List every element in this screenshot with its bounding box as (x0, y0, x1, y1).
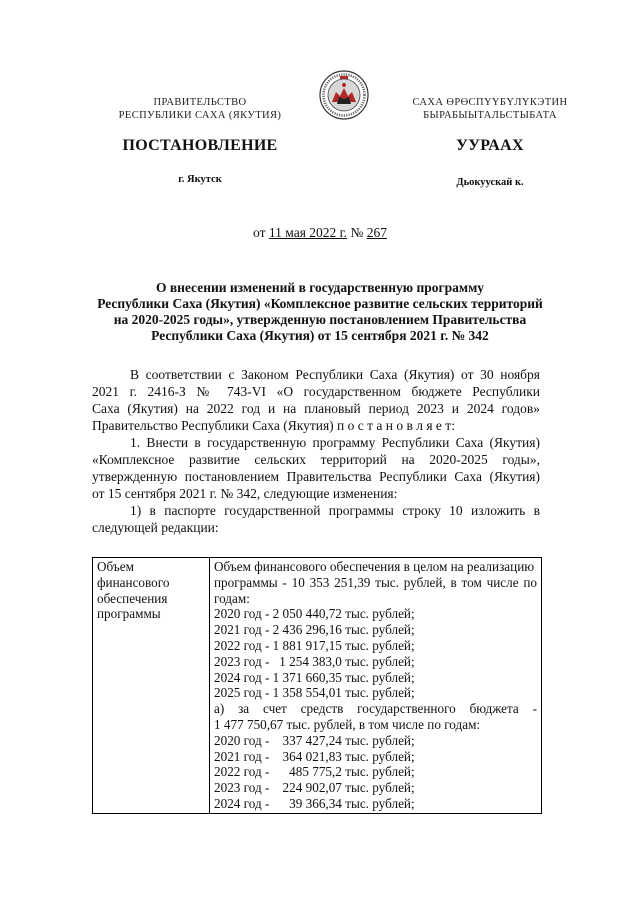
doc-type-sakha: УУРААХ (456, 137, 524, 154)
right-cell-line: 2020 год - 337 427,24 тыс. рублей; (214, 732, 415, 748)
subject-line3: на 2020-2025 годы», утвержденную постановлением Правительства (113, 312, 527, 327)
right-cell-line: 2023 год - 224 902,07 тыс. рублей; (214, 780, 415, 796)
right-cell-line: 2020 год - 2 050 440,72 тыс. рублей; (214, 606, 415, 622)
date-number-line (100, 225, 540, 241)
document-subject (80, 280, 560, 344)
subject-line1: О внесении изменений в государственную программу (155, 280, 485, 295)
document-body (92, 366, 540, 536)
financing-table (92, 557, 542, 814)
left-cell-line: обеспечения (97, 590, 168, 606)
city-ru: г. Якутск (178, 174, 222, 185)
para2-line4: от 15 сентября 2021 г. № 342, следующие изменения: (92, 486, 398, 501)
right-cell-line: 2021 год - 2 436 296,16 тыс. рублей; (214, 622, 415, 638)
right-cell-line: 2024 год - 1 371 660,35 тыс. рублей; (214, 669, 415, 685)
left-cell-line: Объем (97, 559, 134, 574)
right-cell-line: 2022 год - 1 881 917,15 тыс. рублей; (214, 637, 415, 653)
right-cell-line: 2023 год - 1 254 383,0 тыс. рублей; (214, 653, 415, 669)
right-cell-line: 2024 год - 39 366,34 тыс. рублей; (214, 795, 415, 811)
para1-line3: Саха (Якутия) на 2022 год и на плановый период 2023 и 2024 годов» (92, 401, 540, 416)
para1-line1: В соответствии с Законом Республики Саха (Якутия) от 30 ноября (130, 367, 540, 382)
right-cell-line: а) за счет средств государственного бюджета - (214, 701, 537, 717)
header-left-org (100, 96, 300, 122)
left-org-line1: ПРАВИТЕЛЬСТВО (153, 97, 247, 108)
right-cell-line: 1 477 750,67 тыс. рублей, в том числе по годам: (214, 716, 481, 732)
para2-line2: «Комплексное развитие сельских территорий на 2020-2025 годы», (92, 452, 540, 467)
table-row (93, 558, 542, 814)
para2-line3: утвержденную постановлением Правительства Республики Саха (Якутия) (92, 469, 540, 484)
left-org-line2: РЕСПУБЛИКИ САХА (ЯКУТИЯ) (118, 110, 282, 121)
right-cell-line: программы - 10 353 251,39 тыс. рублей, в том числе по (214, 574, 537, 590)
doc-type-ru: ПОСТАНОВЛЕНИЕ (122, 137, 278, 154)
right-cell-line: 2021 год - 364 021,83 тыс. рублей; (214, 748, 415, 764)
header-right-org (390, 96, 590, 122)
number-prefix: № (347, 225, 367, 240)
table-right-cell (210, 558, 542, 814)
date-prefix: от (253, 225, 269, 240)
para3-line1: 1) в паспорте государственной программы строку 10 изложить в (130, 503, 540, 518)
right-cell-line: 2022 год - 485 775,2 тыс. рублей; (214, 764, 415, 780)
right-cell-line: 2025 год - 1 358 554,01 тыс. рублей; (214, 685, 415, 701)
document-date: 11 мая 2022 г. (268, 225, 348, 240)
right-org-line2: БЫРАБЫЫТАЛЬСТЫБАТА (423, 110, 557, 121)
para1-line2: 2021 г. 2416-З № 743-VI «О государственном бюджете Республики (92, 384, 540, 399)
para3-line2: следующей редакции: (92, 520, 219, 535)
coat-of-arms-emblem-icon (318, 66, 370, 124)
document-number: 267 (366, 225, 387, 240)
subject-line4: Республики Саха (Якутия) от 15 сентября 2021 г. № 342 (151, 328, 489, 343)
city-sakha: Дьокуускай к. (456, 177, 524, 188)
subject-line2: Республики Саха (Якутия) «Комплексное развитие сельских территорий (97, 296, 543, 311)
right-cell-line: годам: (214, 590, 250, 606)
table-left-cell (93, 558, 210, 814)
right-cell-line: Объем финансового обеспечения в целом на реализацию (214, 559, 535, 574)
para1-line4: Правительство Республики Саха (Якутия) п о с т а н о в л я е т: (92, 418, 455, 433)
left-cell-line: финансового (97, 574, 170, 590)
right-org-line1: САХА ӨРӨСПҮҮБҮЛҮКЭТИН (412, 97, 568, 108)
left-cell-line: программы (97, 606, 161, 622)
para2-line1: 1. Внести в государственную программу Республики Саха (Якутия) (130, 435, 540, 450)
